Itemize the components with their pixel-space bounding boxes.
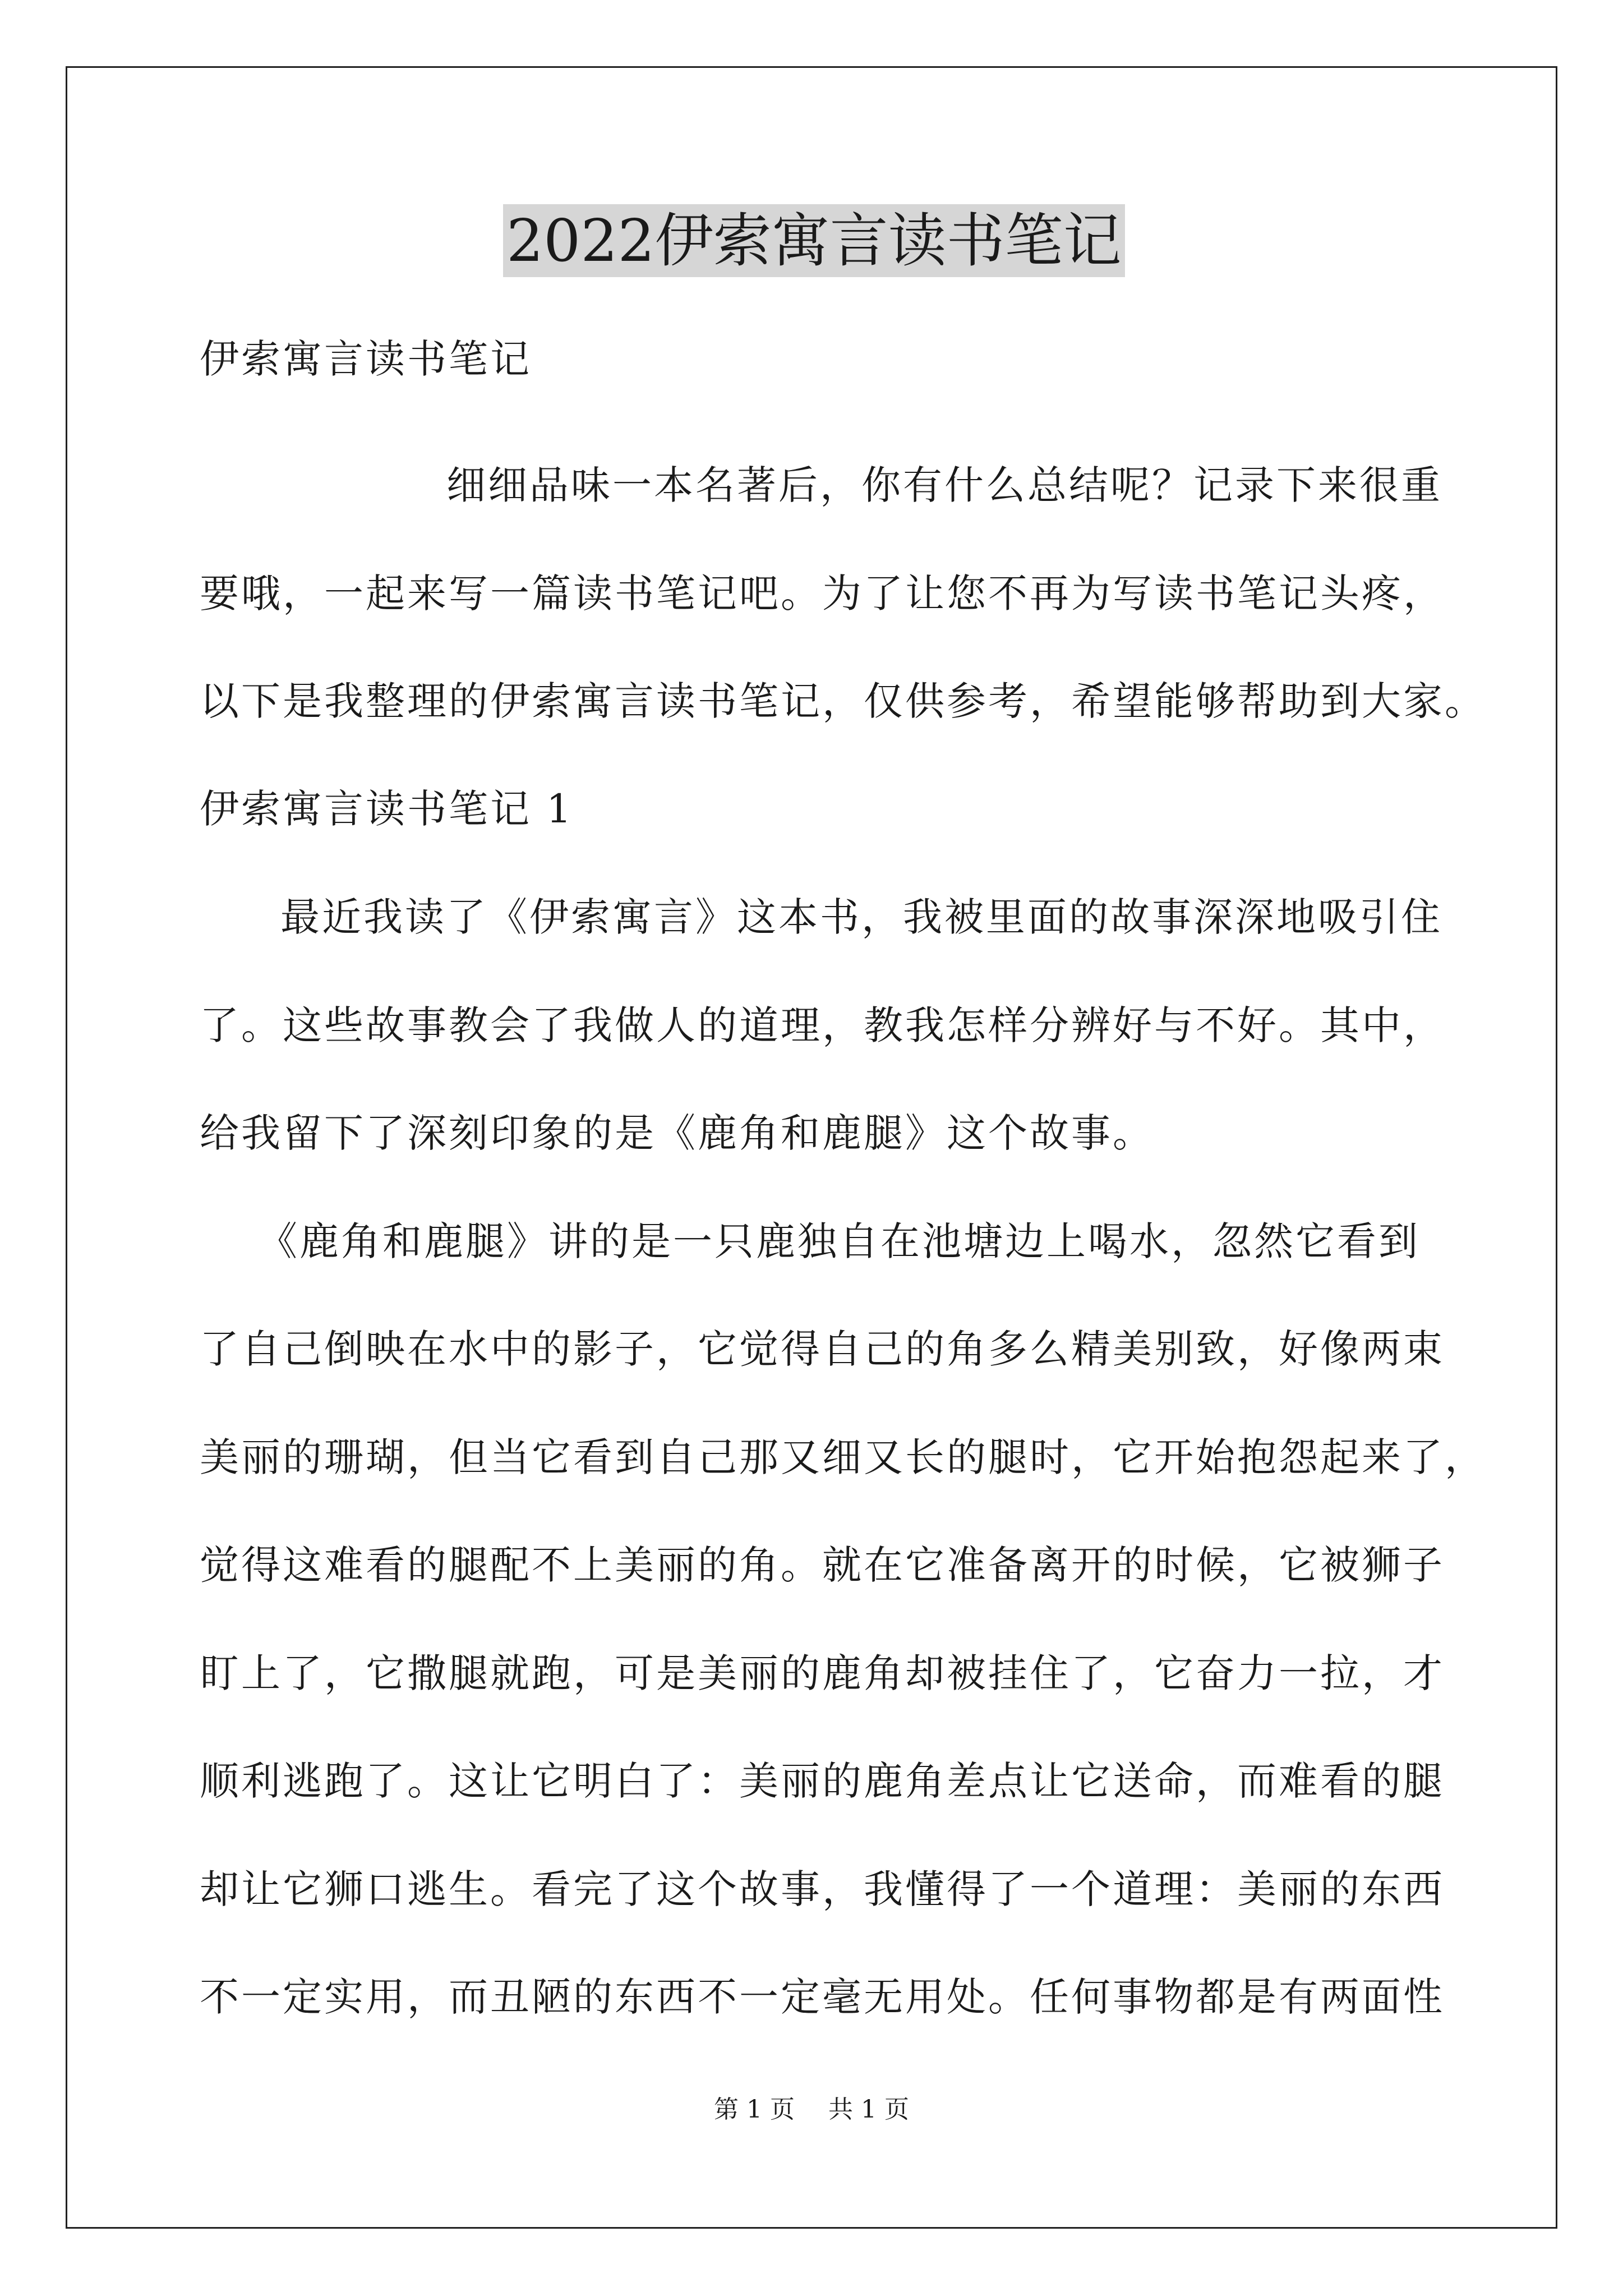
paragraph-line: 了。这些故事教会了我做人的道理，教我怎样分辨好与不好。其中，: [200, 1002, 1445, 1048]
paragraph-line: 顺利逃跑了。这让它明白了：美丽的鹿角差点让它送命，而难看的腿: [200, 1758, 1445, 1804]
paragraph-line: 美丽的珊瑚，但当它看到自己那又细又长的腿时，它开始抱怨起来了，: [200, 1434, 1486, 1480]
paragraph-line: 盯上了，它撒腿就跑，可是美丽的鹿角却被挂住了，它奋力一拉，才: [200, 1650, 1445, 1696]
paragraph-line: 给我留下了深刻印象的是《鹿角和鹿腿》这个故事。: [200, 1110, 1154, 1156]
page-total: 共 1 页: [828, 2095, 909, 2124]
document-title: 2022伊索寓言读书笔记: [503, 204, 1125, 277]
page-footer: [0, 2093, 1623, 2127]
page-number: 第 1 页: [714, 2095, 795, 2124]
paragraph-line: 细细品味一本名著后，你有什么总结呢？记录下来很重: [446, 462, 1442, 508]
section-heading: 伊索寓言读书笔记 1: [200, 786, 574, 832]
paragraph-line: 要哦，一起来写一篇读书笔记吧。为了让您不再为写读书笔记头疼，: [200, 570, 1445, 616]
paragraph-line: 以下是我整理的伊索寓言读书笔记，仅供参考，希望能够帮助到大家。: [200, 678, 1486, 724]
paragraph-line: 不一定实用，而丑陋的东西不一定毫无用处。任何事物都是有两面性: [200, 1974, 1445, 2020]
paragraph-line: 了自己倒映在水中的影子，它觉得自己的角多么精美别致，好像两束: [200, 1326, 1445, 1372]
paragraph-line: 最近我读了《伊索寓言》这本书，我被里面的故事深深地吸引住: [280, 894, 1442, 940]
subtitle-line: 伊索寓言读书笔记: [200, 336, 532, 382]
paragraph-line: 觉得这难看的腿配不上美丽的角。就在它准备离开的时候，它被狮子: [200, 1542, 1445, 1588]
paragraph-line: 却让它狮口逃生。看完了这个故事，我懂得了一个道理：美丽的东西: [200, 1866, 1445, 1912]
paragraph-line: 《鹿角和鹿腿》讲的是一只鹿独自在池塘边上喝水，忽然它看到: [258, 1218, 1420, 1264]
